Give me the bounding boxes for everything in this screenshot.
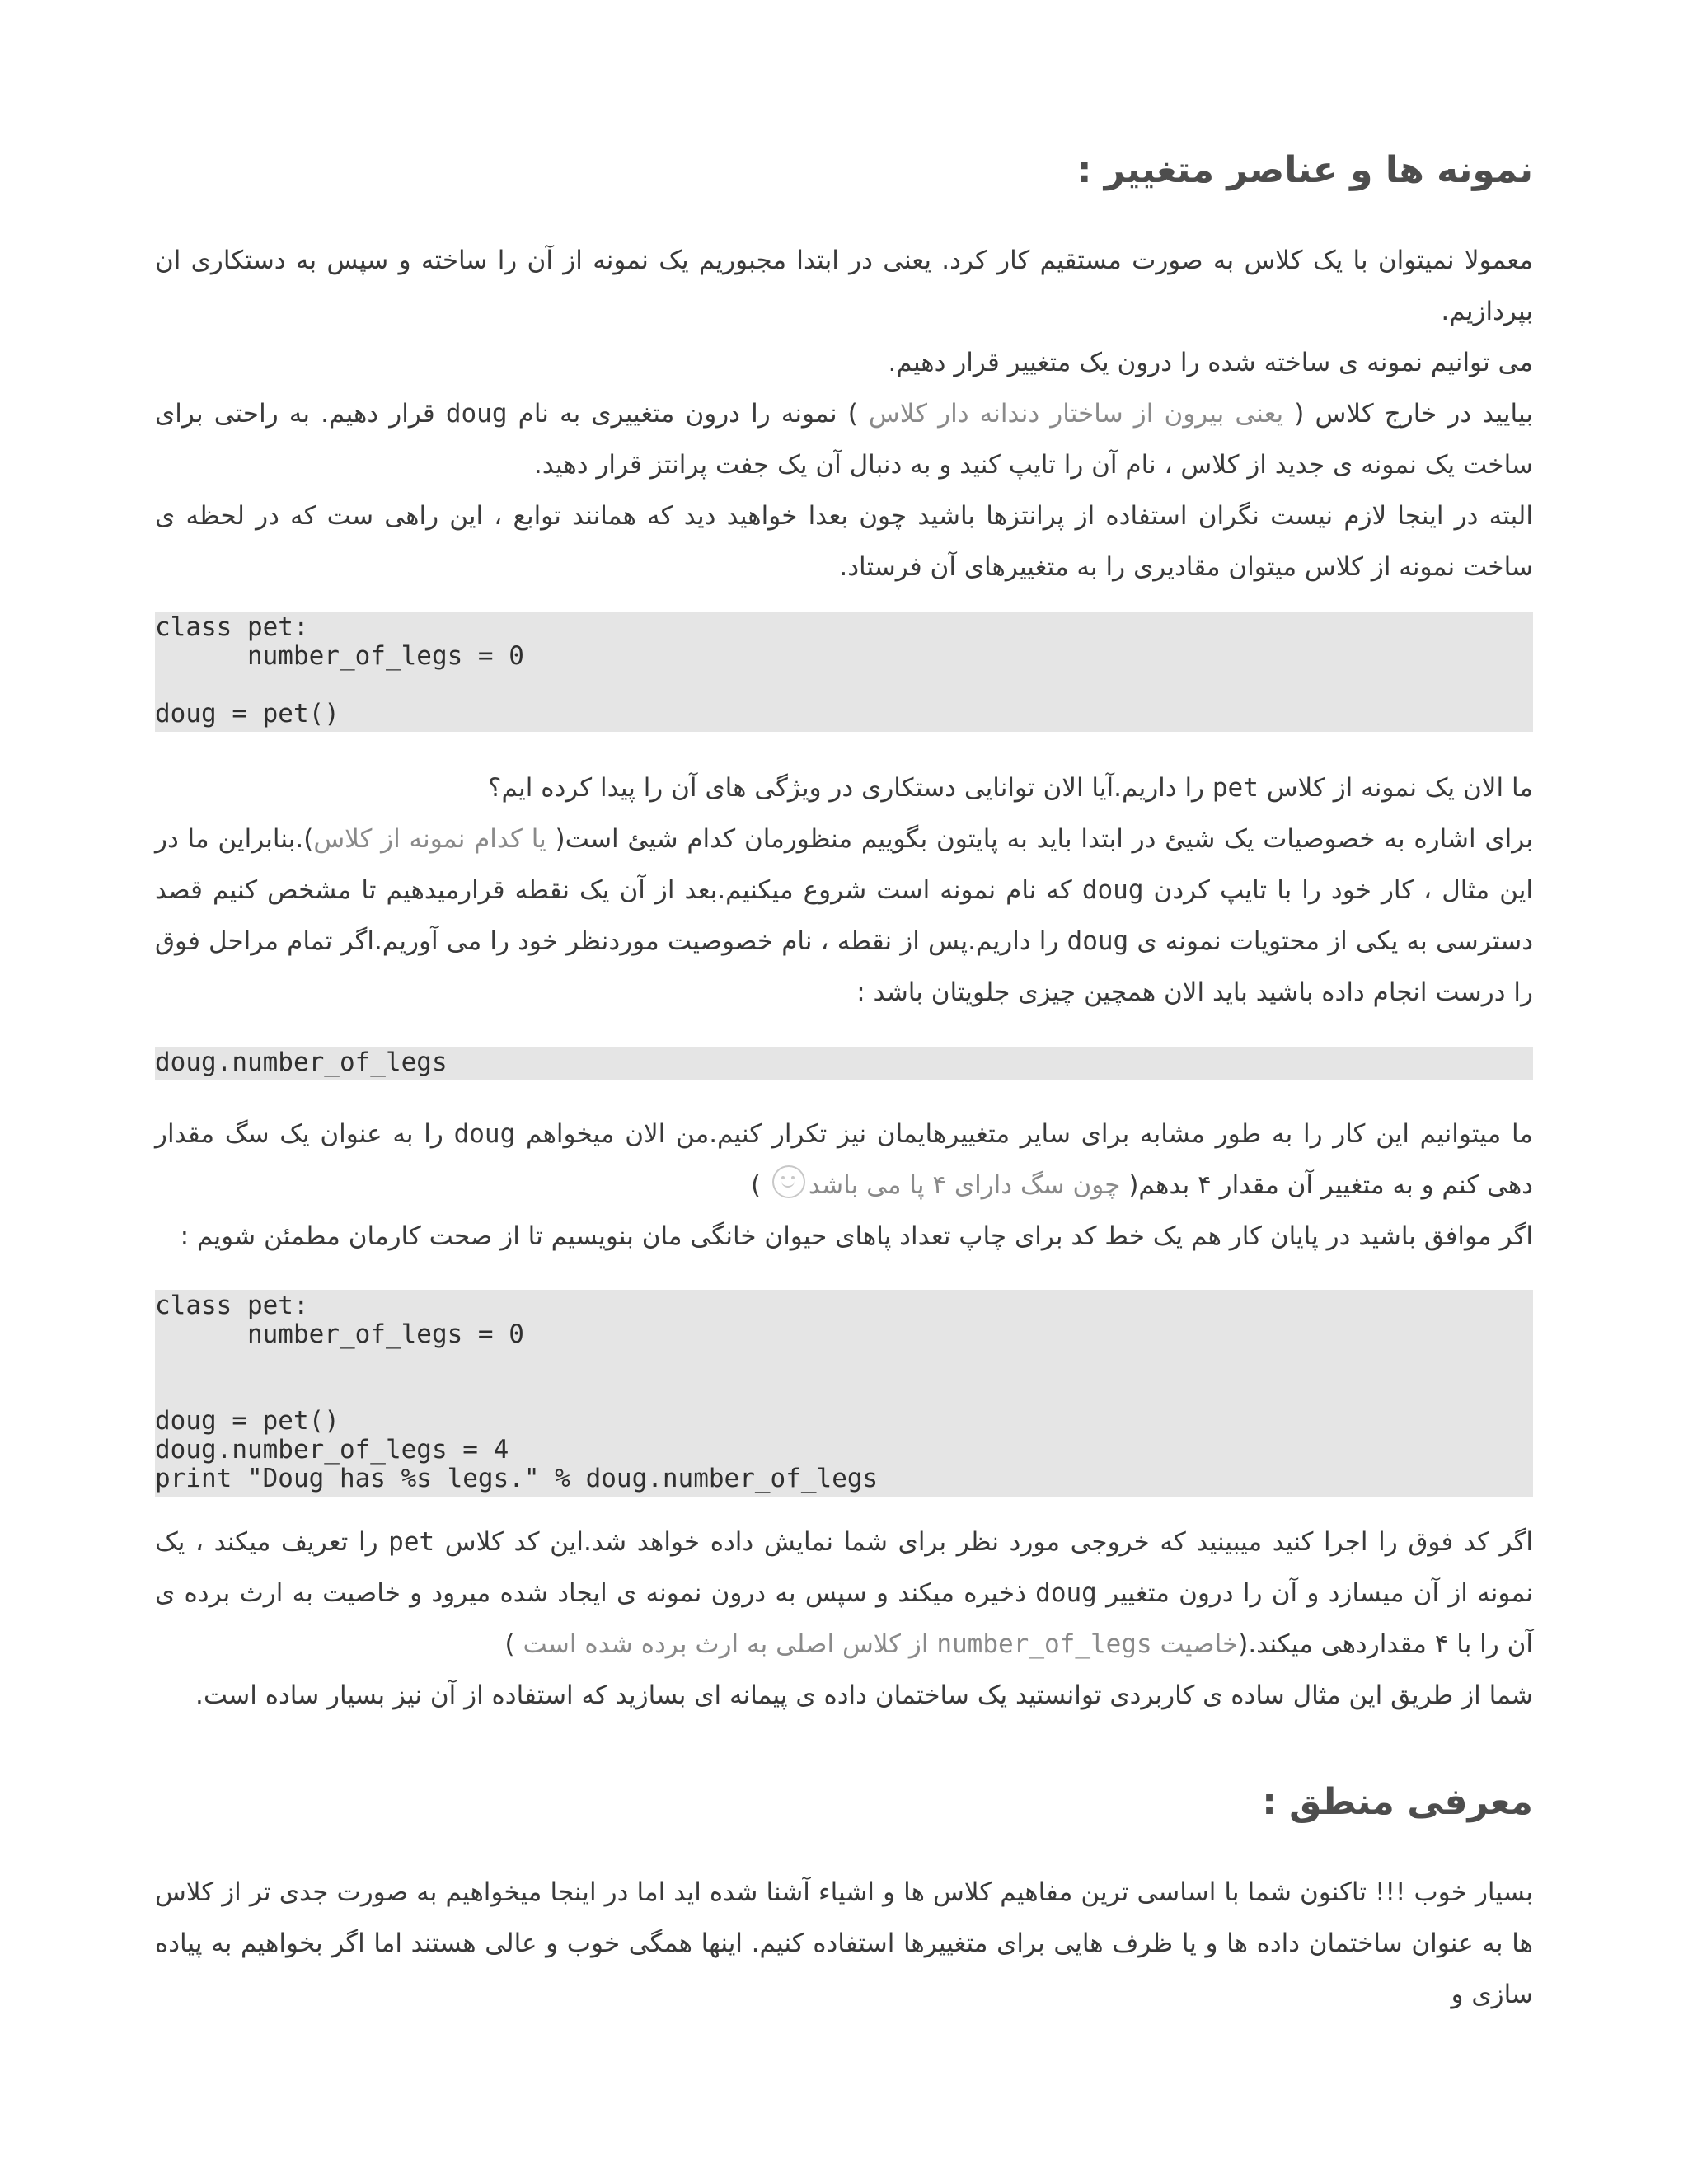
explanation-block — [155, 1516, 1533, 1721]
smiley-icon — [772, 1165, 805, 1198]
inline-code: doug — [1035, 1578, 1097, 1608]
paragraph-store-instance: می توانیم نمونه ی ساخته شده را درون یک متغییر قرار دهیم. — [888, 348, 1533, 377]
paragraph-dot-access: برای اشاره به خصوصیات یک شیئ در ابتدا باید به پایتون بگوییم منظورمان کدام شیئ است( یا کدام نمونه از کلاس).بنابراین ما در این مثال ، کار خود را با تایپ کردن doug که نام نمونه است شروع میکنیم.بعد از آن یک نقطه قرارمیدهیم تا مشخص کنیم قصد دسترسی به یکی از محتویات نمونه ی doug را داریم.پس از نقطه ، نام خصوصیت موردنظر خود را می آوریم.اگر تمام مراحل فوق را درست انجام داده باشید باید الان همچین چیزی جلویتان باشد : — [155, 824, 1534, 1007]
document-page — [155, 0, 1533, 2184]
inline-code: doug — [445, 399, 508, 429]
intro-block — [155, 235, 1533, 593]
inline-code: pet — [1212, 773, 1259, 803]
paragraph-conclusion: شما از طریق این مثال ساده ی کاربردی توانستید یک ساختمان داده ی پیمانه ای بسازید که استفاده از آن نیز بسیار ساده است. — [195, 1680, 1533, 1710]
inline-code: doug — [1067, 926, 1129, 956]
paragraph-print-line: اگر موافق باشید در پایان کار هم یک خط کد برای چاپ تعداد پاهای حیوان خانگی مان بنویسیم تا از صحت کارمان مطمئن شویم : — [180, 1221, 1533, 1251]
code-snippet-attribute: doug.number_of_legs — [155, 1047, 1533, 1080]
inline-code: doug — [1081, 875, 1144, 905]
paragraph-explanation: اگر کد فوق را اجرا کنید میبینید که خروجی مورد نظر برای شما نمایش داده خواهد شد.این کد کلاس pet را تعریف میکند ، یک نمونه از آن میسازد و آن را درون متغییر doug ذخیره میکند و سپس به درون نمونه ی ایجاد شده میرود و خاصیت به ارث برده ی آن را با ۴ مقداردهی میکند.(خاصیت number_of_legs از کلاس اصلی به ارث برده شده است ) — [155, 1527, 1534, 1659]
paragraph-logic-intro: بسیار خوب !!! تاکنون شما با اساسی ترین مفاهیم کلاس ها و اشیاء آشنا شده اید اما در اینجا میخواهیم به صورت جدی تر از کلاس ها به عنوان ساختمان داده ها و یا ظرف هایی برای متغییرها استفاده کنیم. اینها همگی خوب و عالی هستند اما اگر بخواهیم به پیاده سازی و — [155, 1877, 1533, 2009]
attributes-block — [155, 762, 1533, 1018]
paragraph-assign-value: ما میتوانیم این کار را به طور مشابه برای سایر متغییرهایمان نیز تکرار کنیم.من الان میخواهم doug را به عنوان یک سگ مقدار دهی کنم و به متغییر آن مقدار ۴ بدهم( چون سگ دارای ۴ پا می باشد ) — [155, 1119, 1533, 1200]
code-block-2 — [155, 1047, 1533, 1080]
heading-instances: نمونه ها و عناصر متغییر : — [1076, 149, 1533, 191]
paragraph-intro: معمولا نمیتوان با یک کلاس به صورت مستقیم کار کرد. یعنی در ابتدا مجبوریم یک نمونه از آن را ساخته و سپس به دستکاری ان بپردازیم. — [155, 246, 1533, 326]
inline-code: number_of_legs — [936, 1629, 1152, 1659]
paragraph-have-instance: ما الان یک نمونه از کلاس pet را داریم.آیا الان توانایی دستکاری در ویژگی های آن را پیدا کرده ایم؟ — [488, 773, 1533, 803]
inline-code: doug — [453, 1119, 516, 1149]
code-block-1 — [155, 612, 1533, 732]
paragraph-create-instance: بیایید در خارج کلاس ( یعنی بیرون از ساختار دندانه دار کلاس ) نمونه را درون متغییری به نام doug قرار دهیم. به راحتی برای ساخت یک نمونه ی جدید از کلاس ، نام آن را تایپ کنید و به دنبال آن یک جفت پرانتز قرار دهید. — [155, 399, 1533, 480]
code-snippet-full-example: class pet: number_of_legs = 0 doug = pet() doug.number_of_legs = 4 print "Doug has %s legs." % doug.number_of_legs — [155, 1290, 1533, 1497]
code-block-3 — [155, 1290, 1533, 1497]
paragraph-parentheses-note: البته در اینجا لازم نیست نگران استفاده از پرانتزها باشید چون بعدا خواهید دید که همانند توابع ، این راهی ست که در لحظه ی ساخت نمونه از کلاس میتوان مقادیری را به متغییرهای آن فرستاد. — [155, 501, 1533, 582]
section-instances — [155, 149, 1533, 191]
section-logic — [155, 1781, 1533, 1823]
assign-block — [155, 1108, 1533, 1262]
logic-intro-block — [155, 1867, 1533, 2020]
heading-logic: معرفی منطق : — [1262, 1781, 1533, 1823]
code-snippet-class-pet: class pet: number_of_legs = 0 doug = pet() — [155, 612, 1533, 732]
inline-code: pet — [388, 1527, 435, 1557]
